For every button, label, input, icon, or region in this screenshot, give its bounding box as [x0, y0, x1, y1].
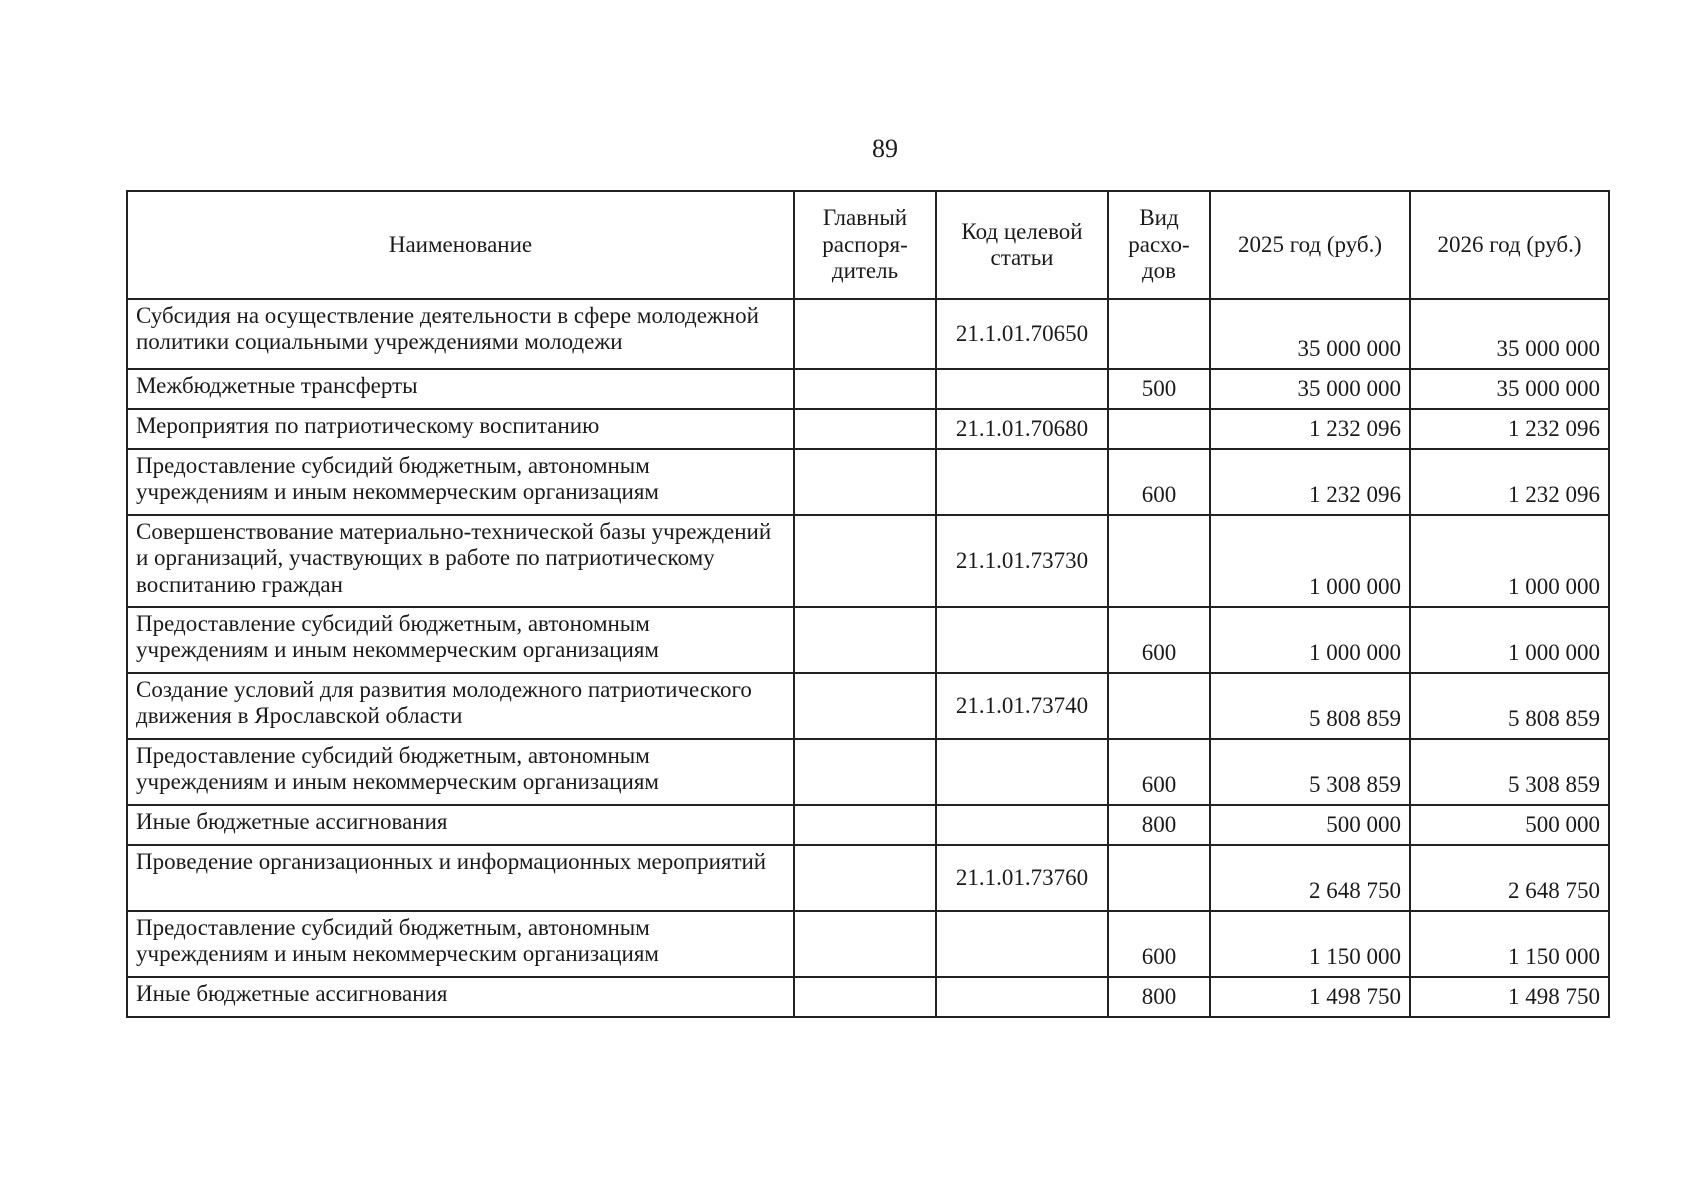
table-row — [127, 911, 1609, 977]
row-name-cell: Предоставление субсидий бюджетным, автономным учреждениям и иным некоммерческим организациям — [127, 449, 794, 515]
table-row — [127, 299, 1609, 369]
row-target-code-cell — [936, 369, 1108, 409]
row-target-code-cell — [936, 449, 1108, 515]
row-administrator-cell — [794, 515, 936, 607]
row-name-cell: Субсидия на осуществление деятельности в сфере молодежной политики социальными учреждениями молодежи — [127, 299, 794, 369]
row-target-code-cell: 21.1.01.70650 — [936, 299, 1108, 369]
row-name-cell: Предоставление субсидий бюджетным, автономным учреждениям и иным некоммерческим организациям — [127, 607, 794, 673]
row-target-code-cell — [936, 911, 1108, 977]
row-amount-2026-cell: 500 000 — [1410, 805, 1609, 845]
row-name-cell: Проведение организационных и информационных мероприятий — [127, 845, 794, 911]
header-target-code: Код целевой статьи — [936, 191, 1108, 299]
row-name-cell: Межбюджетные трансферты — [127, 369, 794, 409]
row-amount-2026-cell: 1 498 750 — [1410, 977, 1609, 1017]
row-expense-type-cell — [1108, 515, 1210, 607]
row-amount-2025-cell: 1 150 000 — [1210, 911, 1410, 977]
table-row — [127, 409, 1609, 449]
table-row — [127, 739, 1609, 805]
row-expense-type-cell: 600 — [1108, 739, 1210, 805]
row-target-code-cell: 21.1.01.73740 — [936, 673, 1108, 739]
header-year-2025: 2025 год (руб.) — [1210, 191, 1410, 299]
row-expense-type-cell — [1108, 673, 1210, 739]
table-row — [127, 845, 1609, 911]
header-expense-type: Вид расхо-дов — [1108, 191, 1210, 299]
row-expense-type-cell — [1108, 845, 1210, 911]
row-name-cell: Создание условий для развития молодежного патриотического движения в Ярославской области — [127, 673, 794, 739]
row-amount-2025-cell: 1 000 000 — [1210, 607, 1410, 673]
row-target-code-cell — [936, 607, 1108, 673]
row-amount-2026-cell: 2 648 750 — [1410, 845, 1609, 911]
row-amount-2025-cell: 5 808 859 — [1210, 673, 1410, 739]
table-header-row — [127, 191, 1609, 299]
row-expense-type-cell: 800 — [1108, 977, 1210, 1017]
row-amount-2025-cell: 35 000 000 — [1210, 299, 1410, 369]
page-number: 89 — [872, 134, 898, 163]
row-amount-2025-cell: 1 232 096 — [1210, 449, 1410, 515]
row-amount-2025-cell: 5 308 859 — [1210, 739, 1410, 805]
row-administrator-cell — [794, 409, 936, 449]
table-row — [127, 449, 1609, 515]
table-row — [127, 673, 1609, 739]
header-name: Наименование — [127, 191, 794, 299]
row-amount-2026-cell: 5 808 859 — [1410, 673, 1609, 739]
table-row — [127, 607, 1609, 673]
table-row — [127, 369, 1609, 409]
header-administrator: Главный распоря-дитель — [794, 191, 936, 299]
row-administrator-cell — [794, 977, 936, 1017]
row-administrator-cell — [794, 673, 936, 739]
row-administrator-cell — [794, 911, 936, 977]
row-amount-2026-cell: 35 000 000 — [1410, 299, 1609, 369]
row-expense-type-cell: 800 — [1108, 805, 1210, 845]
row-target-code-cell: 21.1.01.70680 — [936, 409, 1108, 449]
row-target-code-cell: 21.1.01.73760 — [936, 845, 1108, 911]
row-amount-2026-cell: 5 308 859 — [1410, 739, 1609, 805]
row-amount-2026-cell: 35 000 000 — [1410, 369, 1609, 409]
row-expense-type-cell: 600 — [1108, 607, 1210, 673]
row-amount-2025-cell: 35 000 000 — [1210, 369, 1410, 409]
table-body — [127, 299, 1609, 1017]
row-administrator-cell — [794, 299, 936, 369]
row-expense-type-cell: 500 — [1108, 369, 1210, 409]
row-amount-2025-cell: 2 648 750 — [1210, 845, 1410, 911]
row-amount-2026-cell: 1 232 096 — [1410, 409, 1609, 449]
row-name-cell: Мероприятия по патриотическому воспитанию — [127, 409, 794, 449]
row-name-cell: Предоставление субсидий бюджетным, автономным учреждениям и иным некоммерческим организациям — [127, 911, 794, 977]
row-target-code-cell — [936, 739, 1108, 805]
row-amount-2026-cell: 1 000 000 — [1410, 515, 1609, 607]
row-amount-2025-cell: 1 232 096 — [1210, 409, 1410, 449]
row-administrator-cell — [794, 607, 936, 673]
row-amount-2026-cell: 1 232 096 — [1410, 449, 1609, 515]
row-amount-2025-cell: 1 000 000 — [1210, 515, 1410, 607]
row-administrator-cell — [794, 805, 936, 845]
row-amount-2025-cell: 500 000 — [1210, 805, 1410, 845]
row-amount-2026-cell: 1 000 000 — [1410, 607, 1609, 673]
row-name-cell: Предоставление субсидий бюджетным, автономным учреждениям и иным некоммерческим организациям — [127, 739, 794, 805]
budget-table — [126, 190, 1610, 1018]
row-expense-type-cell — [1108, 409, 1210, 449]
row-administrator-cell — [794, 739, 936, 805]
row-administrator-cell — [794, 369, 936, 409]
table-row — [127, 977, 1609, 1017]
row-name-cell: Иные бюджетные ассигнования — [127, 805, 794, 845]
table-row — [127, 515, 1609, 607]
row-target-code-cell: 21.1.01.73730 — [936, 515, 1108, 607]
row-target-code-cell — [936, 977, 1108, 1017]
table-row — [127, 805, 1609, 845]
row-administrator-cell — [794, 449, 936, 515]
row-expense-type-cell — [1108, 299, 1210, 369]
row-name-cell: Иные бюджетные ассигнования — [127, 977, 794, 1017]
row-name-cell: Совершенствование материально-технической базы учреждений и организаций, участвующих в работе по патриотическому воспитанию граждан — [127, 515, 794, 607]
row-expense-type-cell: 600 — [1108, 449, 1210, 515]
row-target-code-cell — [936, 805, 1108, 845]
row-expense-type-cell: 600 — [1108, 911, 1210, 977]
row-amount-2026-cell: 1 150 000 — [1410, 911, 1609, 977]
row-administrator-cell — [794, 845, 936, 911]
header-year-2026: 2026 год (руб.) — [1410, 191, 1609, 299]
row-amount-2025-cell: 1 498 750 — [1210, 977, 1410, 1017]
